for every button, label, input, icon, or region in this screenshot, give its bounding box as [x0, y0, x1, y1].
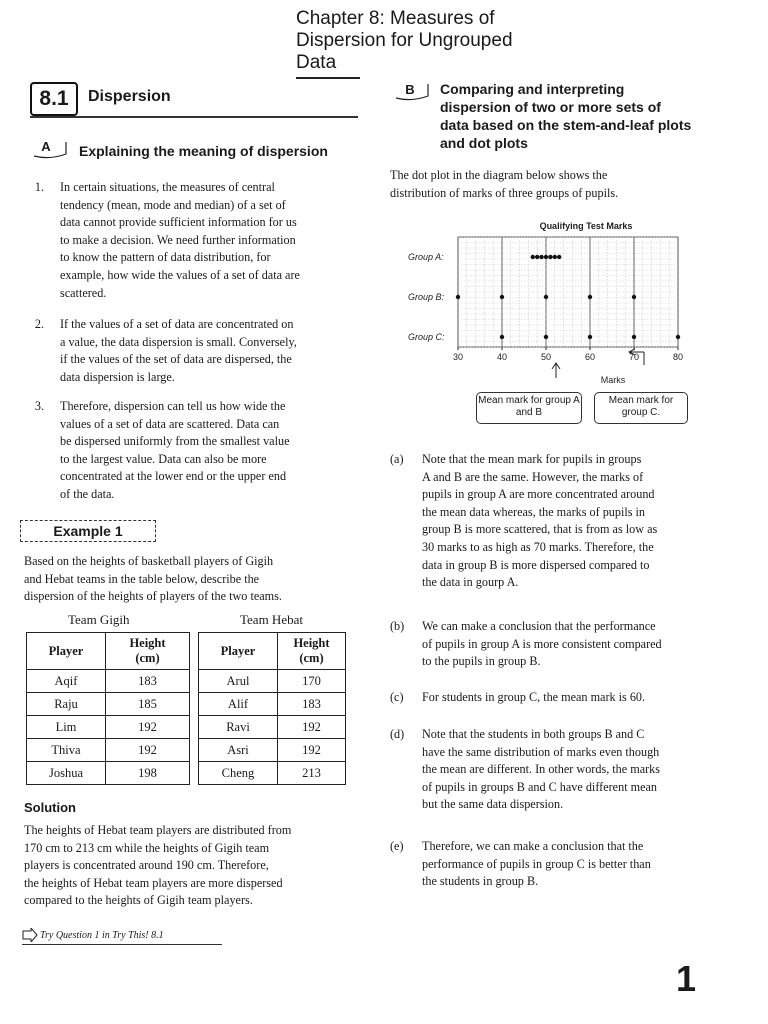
text-line: the students in group B. — [422, 874, 539, 889]
try-arrow-icon — [22, 928, 38, 942]
data-point — [632, 335, 636, 339]
text-line: group B is more scattered, that is from as low as — [422, 522, 658, 537]
title-line: dispersion of two or more sets of — [440, 99, 661, 115]
table-cell: 192 — [106, 716, 190, 739]
note-label: (a) — [390, 452, 404, 466]
point-number: 2. — [34, 317, 44, 331]
point-1-text — [60, 179, 360, 302]
text-line: Based on the heights of basketball players of Gigih — [24, 554, 274, 568]
table-cell: Cheng — [199, 762, 278, 785]
chapter-title-line: Dispersion for Ungrouped — [296, 30, 513, 51]
subsection-a-letter: A — [41, 139, 51, 154]
table-cell: 213 — [278, 762, 346, 785]
table-cell: 192 — [278, 716, 346, 739]
try-this-rule — [22, 944, 222, 945]
point-3-text — [60, 398, 360, 504]
data-point — [632, 295, 636, 299]
tick-label: 80 — [672, 352, 684, 362]
example-label: Example 1 — [20, 520, 156, 542]
note-b-text — [422, 618, 732, 671]
data-point — [500, 335, 504, 339]
table-header-row — [27, 633, 190, 670]
table-cell: Ravi — [199, 716, 278, 739]
table-cell: 185 — [106, 693, 190, 716]
data-point — [588, 335, 592, 339]
table-row — [27, 716, 190, 739]
chart-title: Qualifying Test Marks — [539, 221, 633, 231]
text-line: if the values of the set of data are dispersed, the — [60, 352, 292, 367]
table-cell: 183 — [106, 670, 190, 693]
title-line: data based on the stem-and-leaf plots — [440, 117, 692, 133]
data-point — [500, 295, 504, 299]
text-line: A and B are the same. However, the marks of — [422, 469, 644, 484]
callout-text: Mean mark for group A and B — [478, 395, 580, 418]
table-header-height — [278, 633, 346, 670]
table-cell: Joshua — [27, 762, 106, 785]
data-point — [539, 255, 543, 259]
text-line: If the values of a set of data are concentrated on — [60, 317, 294, 331]
table-cell: Raju — [27, 693, 106, 716]
tick-label: 30 — [452, 352, 464, 362]
header-line: Height — [293, 636, 330, 650]
data-point — [544, 335, 548, 339]
data-point — [531, 255, 535, 259]
data-point — [456, 295, 460, 299]
subsection-b-title — [440, 80, 740, 152]
note-a-text — [422, 451, 732, 592]
table-row — [27, 670, 190, 693]
text-line: concentrated at the lower end or the upper end — [60, 469, 287, 484]
table-header-height — [106, 633, 190, 670]
table-cell: 170 — [278, 670, 346, 693]
note-label: (b) — [390, 619, 405, 633]
text-line: players is concentrated around 190 cm. Therefore, — [24, 858, 269, 873]
text-line: pupils in group A are more concentrated around — [422, 487, 655, 502]
text-line: 30 marks to as high as 70 marks. Therefore, the — [422, 539, 654, 554]
table-cell: Lim — [27, 716, 106, 739]
dot-plot-intro — [390, 167, 730, 202]
table-cell: Asri — [199, 739, 278, 762]
text-line: of pupils in group A is more consistent compared — [422, 636, 662, 651]
table-row — [199, 670, 346, 693]
note-e-text — [422, 838, 732, 891]
table-row — [199, 693, 346, 716]
note-label: (d) — [390, 727, 405, 741]
tick-label: 70 — [628, 352, 640, 362]
text-line: of pupils in groups B and C have different mean — [422, 779, 658, 794]
text-line: have the same distribution of marks even though — [422, 744, 660, 759]
table-row — [27, 739, 190, 762]
text-line: Note that the students in both groups B and C — [422, 727, 645, 741]
note-label: (c) — [390, 690, 404, 704]
callout-mean-ab — [476, 392, 582, 424]
table-header-row — [199, 633, 346, 670]
point-number: 1. — [34, 180, 44, 194]
title-line: Comparing and interpreting — [440, 81, 625, 97]
chapter-title-line: Data — [296, 52, 337, 73]
section-title: Dispersion — [88, 88, 171, 105]
text-line: compared to the heights of Gigih team players. — [24, 893, 253, 908]
text-line: In certain situations, the measures of central — [60, 180, 275, 194]
x-axis-label: Marks — [600, 375, 626, 385]
data-point — [548, 255, 552, 259]
try-this-reference: Try Question 1 in Try This! 8.1 — [40, 930, 164, 941]
data-point — [676, 335, 680, 339]
text-line: example, how wide the values of a set of data are — [60, 267, 300, 282]
series-label: Group B: — [408, 292, 445, 302]
data-point — [553, 255, 557, 259]
text-line: the heights of Hebat team players are more dispersed — [24, 875, 283, 890]
text-line: a value, the data dispersion is small. Conversely, — [60, 334, 297, 349]
series-label: Group C: — [408, 332, 445, 342]
text-line: to the pupils in group B. — [422, 654, 541, 669]
point-number: 3. — [34, 399, 44, 413]
callout-mean-c — [594, 392, 688, 424]
chapter-title-line: Chapter 8: Measures of — [296, 8, 495, 29]
table-row — [199, 739, 346, 762]
subsection-b-letter: B — [405, 82, 415, 97]
solution-text — [24, 822, 364, 910]
data-point — [588, 295, 592, 299]
team-hebat-name: Team Hebat — [240, 612, 303, 627]
note-c-text — [422, 689, 732, 707]
subsection-a-title: Explaining the meaning of dispersion — [79, 143, 328, 159]
note-label: (e) — [390, 839, 404, 853]
table-row — [199, 762, 346, 785]
chart-x-ticks — [453, 347, 683, 362]
data-point — [544, 295, 548, 299]
text-line: dispersion of the heights of players of the two teams. — [24, 589, 282, 604]
callout-text: Mean mark for group C. — [608, 395, 674, 418]
title-line: and dot plots — [440, 135, 528, 151]
section-rule — [30, 116, 358, 118]
table-cell: Alif — [199, 693, 278, 716]
chart-series — [408, 252, 680, 342]
text-line: data dispersion is large. — [60, 369, 175, 384]
table-cell: Aqif — [27, 670, 106, 693]
table-header-player: Player — [199, 633, 278, 670]
chapter-title-rule — [296, 77, 360, 79]
table-cell: Thiva — [27, 739, 106, 762]
series-label: Group A: — [408, 252, 444, 262]
text-line: of the data. — [60, 486, 115, 501]
team-gigih-name: Team Gigih — [68, 612, 130, 627]
text-line: to the largest value. Data can also be more — [60, 451, 267, 466]
tick-label: 40 — [496, 352, 508, 362]
table-cell: Arul — [199, 670, 278, 693]
tick-label: 60 — [584, 352, 596, 362]
text-line: performance of pupils in group C is better than — [422, 856, 651, 871]
header-line: Height — [129, 636, 166, 650]
chart-grid — [458, 237, 678, 347]
example-intro — [24, 553, 364, 606]
table-cell: 183 — [278, 693, 346, 716]
text-line: tendency (mean, mode and median) of a set of — [60, 197, 286, 212]
text-line: Therefore, we can make a conclusion that the — [422, 839, 644, 853]
team-hebat-table — [198, 632, 346, 785]
text-line: to make a decision. We need further information — [60, 232, 296, 247]
header-line: (cm) — [299, 651, 324, 665]
text-line: the mean data whereas, the marks of pupils in — [422, 504, 646, 519]
solution-label: Solution — [24, 800, 76, 815]
text-line: Note that the mean mark for pupils in groups — [422, 452, 642, 466]
text-line: and Hebat teams in the table below, describe the — [24, 571, 260, 586]
data-point — [544, 255, 548, 259]
subsection-a-bracket — [32, 138, 72, 160]
text-line: the mean are different. In other words, the marks — [422, 762, 661, 777]
section-number-badge: 8.1 — [30, 82, 78, 116]
tick-label: 50 — [540, 352, 552, 362]
text-line: We can make a conclusion that the performance — [422, 619, 656, 633]
text-line: The dot plot in the diagram below shows the — [390, 168, 608, 182]
table-header-player: Player — [27, 633, 106, 670]
text-line: data in group B is more dispersed compared to — [422, 557, 650, 572]
data-point — [557, 255, 561, 259]
table-cell: 192 — [278, 739, 346, 762]
text-line: to know the pattern of data distribution, for — [60, 250, 271, 265]
text-line: distribution of marks of three groups of pupils. — [390, 185, 619, 200]
page-number: 1 — [676, 958, 697, 999]
note-d-text — [422, 726, 732, 814]
table-cell: 192 — [106, 739, 190, 762]
chapter-title — [296, 8, 556, 74]
text-line: The heights of Hebat team players are distributed from — [24, 823, 292, 837]
point-2-text — [60, 316, 360, 386]
text-line: values of a set of data are scattered. Data can — [60, 416, 280, 431]
text-line: For students in group C, the mean mark is 60. — [422, 690, 646, 704]
table-cell: 198 — [106, 762, 190, 785]
text-line: scattered. — [60, 285, 107, 300]
text-line: 170 cm to 213 cm while the heights of Gigih team — [24, 840, 270, 855]
table-row — [199, 716, 346, 739]
team-gigih-table — [26, 632, 190, 785]
subsection-b-bracket — [394, 80, 434, 102]
table-row — [27, 693, 190, 716]
text-line: be dispersed uniformly from the smallest value — [60, 434, 290, 449]
header-line: (cm) — [135, 651, 160, 665]
data-point — [535, 255, 539, 259]
text-line: Therefore, dispersion can tell us how wide the — [60, 399, 286, 413]
table-row — [27, 762, 190, 785]
text-line: the data in gourp A. — [422, 575, 519, 590]
text-line: data cannot provide sufficient information for us — [60, 215, 297, 230]
text-line: but the same data dispersion. — [422, 797, 564, 812]
